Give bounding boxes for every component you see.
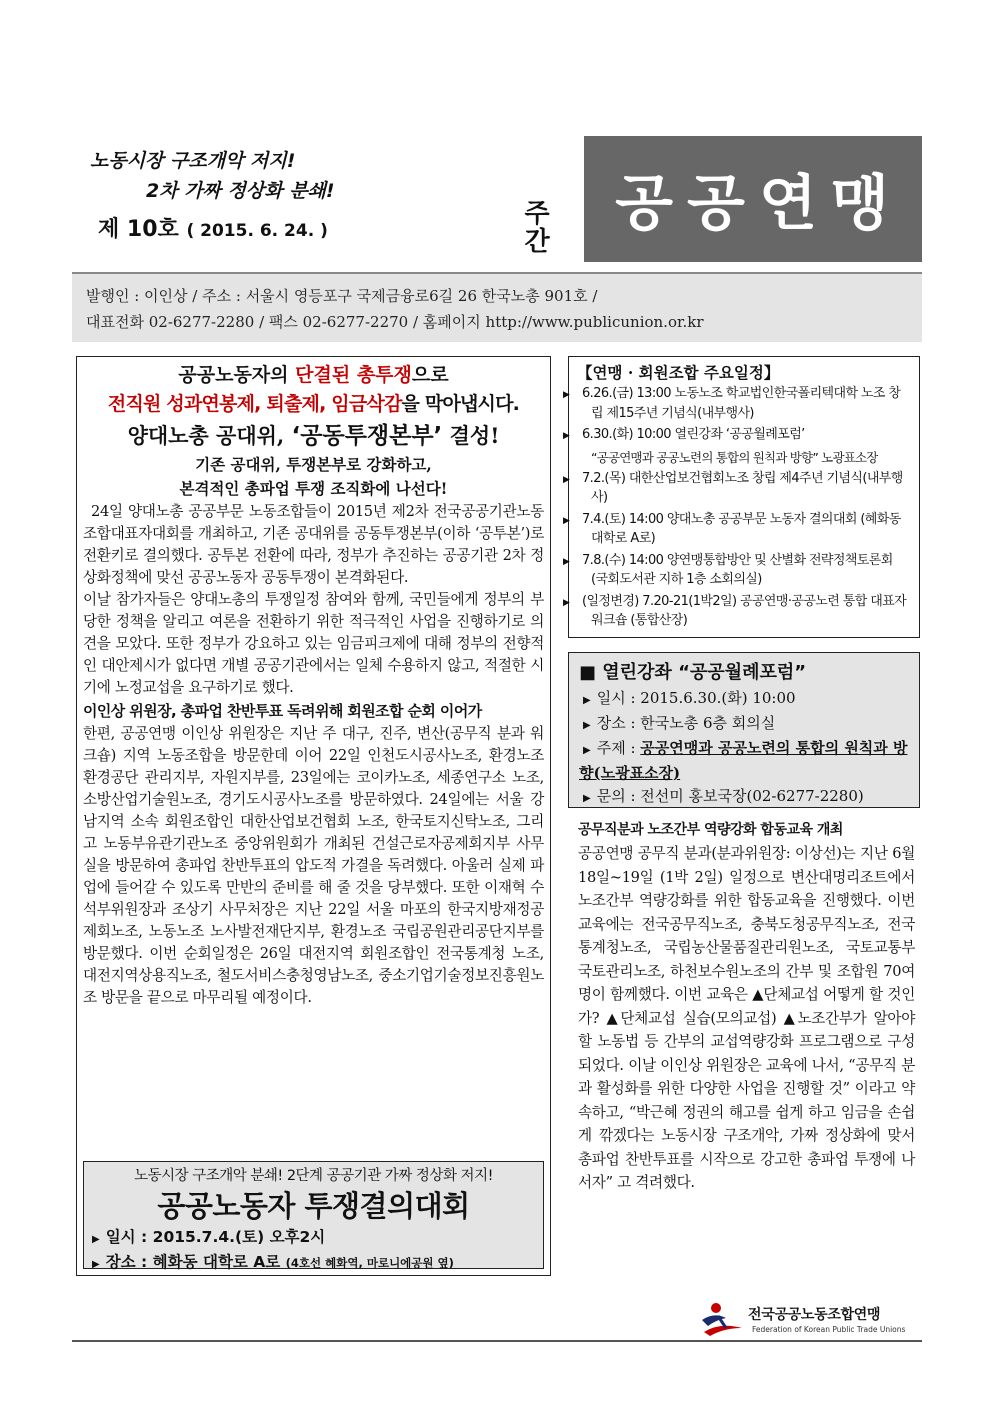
headline-3 bbox=[83, 419, 544, 453]
headline-1-post: 으로 bbox=[411, 364, 449, 386]
schedule-item-text: 7.2.(목) 대한산업보건협회노조 창립 제4주년 기념식(내부행사) bbox=[582, 470, 903, 505]
subheadline-1: 기존 공대위, 투쟁본부로 강화하고, bbox=[195, 455, 432, 474]
forum-topic bbox=[579, 737, 909, 785]
triangle-bullet-icon: ▶ bbox=[583, 793, 591, 804]
article-paragraph-3: 한편, 공공연맹 이인상 위원장은 지난 주 대구, 진주, 변산(공무직 분과 워크숍) 지역 노동조합을 방문한데 이어 22일 인천도시공사노조, 환경노조 환경공단 관리지부, 자원지부를, 23일에는 코이카노조, 세종연구소 노조, 소방산업기술원노조, 경기도시공사노조를 방문하였다. 24일에는 서울 강남지역 소속 회원조합인 대한산업보건협회 노조, 한국토지신탁노조, 그리고 노동부유관기관노조 중앙위원회가 개최된 건설근로자공제회지부 사무실을 방문하여 총파업 찬반투표의 압도적 가결을 독려했다. 아울러 실제 파업에 들어갈 수 있도록 만반의 준비를 해 줄 것을 당부했다. 또한 이재혁 수석부위원장과 조상기 사무처장은 지난 22일 서울 마포의 한국지방재정공제회노조, 노동노조 노사발전재단지부, 환경노조 국립공원관리공단지부를 방문했다. 이번 순회일정은 26일 대전지역 회원조합인 전국통계청 노조, 대전지역상용직노조, 철도서비스충청영남노조, 중소기업기술정보진흥원노조 방문을 끝으로 마무리될 예정이다. bbox=[83, 725, 544, 1006]
forum-topic-label: 주제 : bbox=[596, 739, 641, 757]
article-subhead: 이인상 위원장, 총파업 찬반투표 독려위해 회원조합 순회 이어가 bbox=[83, 702, 482, 720]
rally-place-label: 장소 bbox=[105, 1253, 136, 1271]
rally-place: ▶ 장소 : 혜화동 대학로 A로 (4호선 혜화역, 마로니에공원 옆) bbox=[92, 1251, 535, 1276]
rally-place-value: 혜화동 대학로 A로 bbox=[152, 1253, 281, 1271]
triangle-bullet-icon: ▶ bbox=[583, 720, 591, 731]
triangle-bullet-icon: ▶ bbox=[583, 695, 591, 706]
slogan-line-2: 2차 가짜 정상화 분쇄! bbox=[146, 180, 335, 202]
main-article bbox=[76, 356, 551, 1276]
rally-date-value: 2015.7.4.(토) 오후2시 bbox=[152, 1228, 326, 1246]
issue-date: ( 2015. 6. 24. ) bbox=[186, 221, 328, 241]
rally-slogan: 노동시장 구조개악 분쇄! 2단계 공공기관 가짜 정상화 저지! bbox=[134, 1168, 493, 1184]
rally-title: 공공노동자 투쟁결의대회 bbox=[157, 1189, 470, 1223]
forum-date-text: 일시 : 2015.6.30.(화) 10:00 bbox=[596, 689, 796, 707]
forum-title: ■ 열린강좌 “공공월례포럼” bbox=[579, 662, 807, 683]
forum-place bbox=[579, 712, 909, 737]
schedule-item: ▶ 6.26.(금) 13:00 노동노조 학교법인한국폴리텍대학 노조 창립 제15주년 기념식(내부행사) bbox=[563, 386, 901, 421]
headline-3-big: ‘공동투쟁본부’ bbox=[291, 423, 443, 449]
schedule-item-text: 7.4.(토) 14:00 양대노총 공공부문 노동자 결의대회 (혜화동 대학로 A로) bbox=[582, 511, 901, 546]
masthead-title: 공공연맹 bbox=[584, 136, 922, 262]
schedule-item-text: 7.8.(수) 14:00 양연맹통합방안 및 산별화 전략정책토론회 (국회도서관 지하 1층 소회의실) bbox=[582, 552, 893, 587]
schedule-item: ▶ 7.8.(수) 14:00 양연맹통합방안 및 산별화 전략정책토론회 (국회도서관 지하 1층 소회의실) bbox=[563, 552, 893, 587]
article-paragraph-1: 24일 양대노총 공공부문 노동조합들이 2015년 제2차 전국공공기관노동조합대표자대회를 개최하고, 기존 공대위를 공동투쟁본부(이하 ‘공투본’)로 전환키로 결의했다. 공투본 전환에 따라, 정부가 추진하는 공공기관 2차 정상화정책에 맞선 공공노동자 공동투쟁이 본격화된다. bbox=[83, 503, 544, 586]
schedule-item: ▶ (일정변경) 7.20-21(1박2일) 공공연맹·공공노련 통합 대표자 워크숍 (통합산장) bbox=[563, 593, 907, 628]
publisher-line-1: 발행인 : 이인상 / 주소 : 서울시 영등포구 국제금융로6길 26 한국노총 901호 / bbox=[86, 287, 598, 305]
rally-date: ▶ 일시 : 2015.7.4.(토) 오후2시 bbox=[92, 1226, 535, 1251]
schedule-item-text: (일정변경) 7.20-21(1박2일) 공공연맹·공공노련 통합 대표자 워크숍 (통합산장) bbox=[582, 593, 907, 628]
forum-box bbox=[568, 652, 920, 808]
schedule-item: ▶ 7.2.(목) 대한산업보건협회노조 창립 제4주년 기념식(내부행사) bbox=[563, 470, 903, 505]
schedule-item-text: 6.26.(금) 13:00 노동노조 학교법인한국폴리텍대학 노조 창립 제15주년 기념식(내부행사) bbox=[582, 386, 901, 421]
forum-topic-text: 공공연맹과 공공노련의 통합의 원칙과 방향(노광표소장) bbox=[579, 739, 908, 782]
weekly-label: 주간 bbox=[524, 199, 550, 257]
headline-3-post: 결성! bbox=[442, 423, 500, 448]
headline-1-pre: 공공노동자의 bbox=[178, 364, 296, 386]
headline-2-red: 전직원 성과연봉제, 퇴출제, 임금삭감 bbox=[107, 393, 402, 415]
schedule-item: ▶ 6.30.(화) 10:00 열린강좌 ‘공공월례포럼’ bbox=[563, 427, 805, 442]
issue-no: 제 10호 bbox=[98, 217, 179, 242]
union-emblem-icon bbox=[696, 1298, 748, 1342]
slogan-line-1: 노동시장 구조개악 저지! bbox=[90, 150, 296, 172]
triangle-bullet-icon: ▶ bbox=[583, 745, 591, 756]
forum-contact-text: 문의 : 전선미 홍보국장(02-6277-2280) bbox=[596, 787, 864, 805]
publisher-info bbox=[72, 272, 922, 342]
headline-2-post: 을 막아냅시다. bbox=[401, 393, 520, 415]
forum-contact bbox=[579, 785, 909, 810]
rally-date-label: 일시 bbox=[105, 1228, 136, 1246]
issue-number bbox=[98, 212, 328, 243]
schedule-box bbox=[563, 356, 920, 638]
triangle-bullet-icon: ▶ bbox=[92, 1259, 100, 1270]
headline-1-red: 단결된 총투쟁 bbox=[295, 364, 412, 386]
org-logo bbox=[696, 1298, 922, 1342]
org-english-name: Federation of Korean Public Trade Unions bbox=[752, 1325, 906, 1334]
education-article bbox=[578, 818, 915, 1195]
education-body: 공공연맹 공무직 분과(분과위원장: 이상선)는 지난 6월18일~19일 (1박 2일) 일정으로 변산대명리조트에서 노조간부 역량강화를 위한 합동교육을 진행했다. 이번 교육에는 전국공무직노조, 충북도청공무직노조, 전국통계청노조, 국립농산물품질관리원노조, 국토교통부 국토관리노조, 하천보수원노조의 간부 및 조합원 70여명이 함께했다. 이번 교육은 ▲단체교섭 어떻게 할 것인가? ▲단체교섭 실습(모의교섭) ▲노조간부가 알아야 할 노동법 등 간부의 교섭역량강화 프로그램으로 구성되었다. 이날 이인상 위원장은 교육에 나서, “공무직 분과 활성화를 위한 다양한 사업을 진행할 것” 이라고 약속하고, “박근혜 정권의 해고를 쉽게 하고 임금을 손쉽게 깎겠다는 노동시장 구조개악, 가짜 정상화에 맞서 총파업 찬반투표를 시작으로 강고한 총파업 투쟁에 나서자” 고 격려했다. bbox=[578, 845, 915, 1191]
rally-box bbox=[83, 1161, 544, 1269]
subheadline-2: 본격적인 총파업 투쟁 조직화에 나선다! bbox=[179, 479, 448, 498]
forum-date bbox=[579, 687, 909, 712]
triangle-bullet-icon: ▶ bbox=[92, 1234, 100, 1245]
forum-place-text: 장소 : 한국노총 6층 회의실 bbox=[596, 714, 776, 732]
schedule-item-detail: “공공연맹과 공공노련의 통합의 원칙과 방향” 노광표소장 bbox=[591, 449, 878, 465]
schedule-title: 【연맹 · 회원조합 주요일정】 bbox=[577, 363, 780, 382]
publisher-line-2: 대표전화 02-6277-2280 / 팩스 02-6277-2270 / 홈페이지 http://www.publicunion.or.kr bbox=[86, 313, 704, 331]
headline-1 bbox=[83, 361, 544, 390]
bottom-divider bbox=[72, 1340, 922, 1342]
schedule-item: ▶ 7.4.(토) 14:00 양대노총 공공부문 노동자 결의대회 (혜화동 대학로 A로) bbox=[563, 511, 901, 546]
education-title: 공무직분과 노조간부 역량강화 합동교육 개최 bbox=[578, 822, 843, 838]
rally-place-note: (4호선 혜화역, 마로니에공원 옆) bbox=[285, 1256, 454, 1270]
headline-2 bbox=[83, 390, 544, 419]
article-paragraph-2: 이날 참가자들은 양대노총의 투쟁일정 참여와 함께, 국민들에게 정부의 부당한 정책을 알리고 여론을 전환하기 위한 적극적인 사업을 진행하기로 의견을 모았다. 또한 정부가 강요하고 있는 임금피크제에 대해 정부의 전향적인 대안제시가 없다면 개별 공공기관에서는 일체 수용하지 않고, 적절한 시기에 노정교섭을 요구하기로 했다. bbox=[83, 591, 544, 696]
schedule-item-text: 6.30.(화) 10:00 열린강좌 ‘공공월례포럼’ bbox=[582, 427, 805, 442]
org-name: 전국공공노동조합연맹 bbox=[748, 1307, 881, 1323]
headline-3-pre: 양대노총 공대위, bbox=[127, 423, 292, 448]
